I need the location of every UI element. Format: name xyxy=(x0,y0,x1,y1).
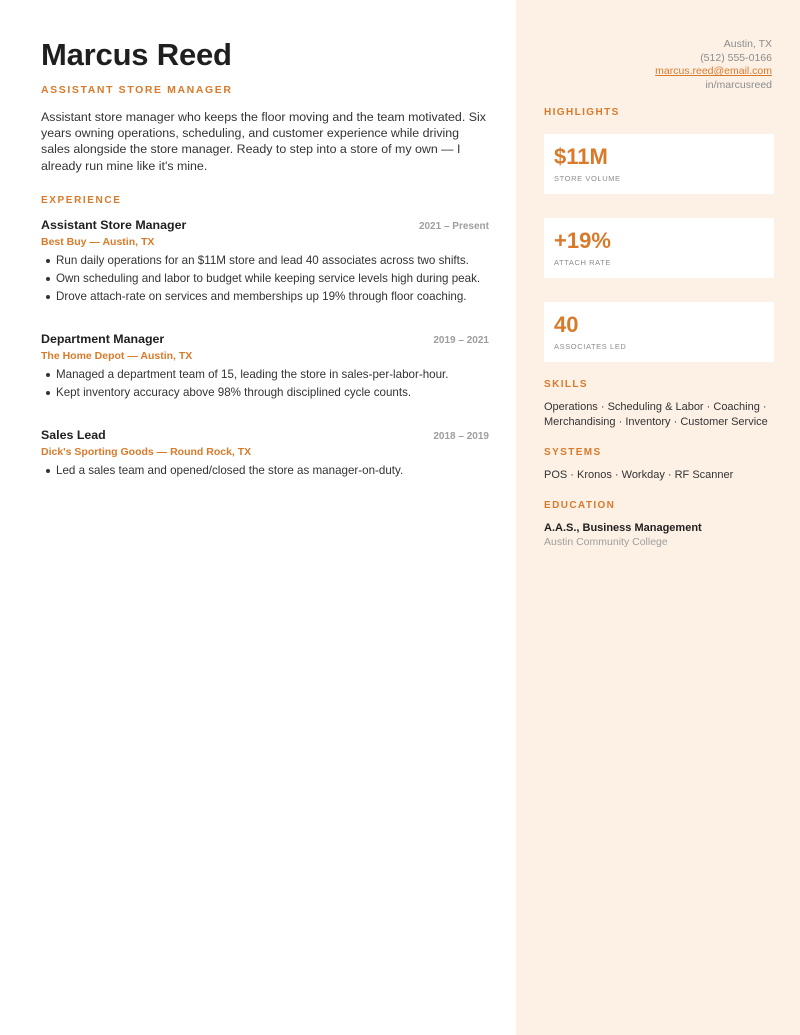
stat-card xyxy=(544,302,774,362)
summary-paragraph: Assistant store manager who keeps the floor moving and the team motivated. Six years owning operations, scheduling, and customer experience while driving sales alongside the store manager. Ready to step into a store of my own — I already run mine like it's mine. xyxy=(41,110,486,173)
stat-value: $11M xyxy=(554,144,608,169)
job-bullets xyxy=(41,252,489,306)
job-bullets xyxy=(41,462,489,480)
candidate-name: Marcus Reed xyxy=(41,37,232,72)
job-company: Dick's Sporting Goods — Round Rock, TX xyxy=(41,445,252,458)
bullet-item: Led a sales team and opened/closed the store as manager-on-duty. xyxy=(41,462,489,480)
job-title: Assistant Store Manager xyxy=(41,217,187,232)
education-degree: A.A.S., Business Management xyxy=(544,522,702,534)
contact-phone: (512) 555-0166 xyxy=(700,51,772,64)
candidate-role: ASSISTANT STORE MANAGER xyxy=(41,84,233,96)
job-bullets xyxy=(41,366,489,402)
systems-heading: SYSTEMS xyxy=(544,447,602,458)
stat-card xyxy=(544,218,774,278)
main-column xyxy=(41,36,489,480)
sidebar xyxy=(516,0,800,1035)
job-header xyxy=(41,331,489,348)
job-entry xyxy=(41,217,489,306)
stat-value: +19% xyxy=(554,228,611,253)
sidebar-content xyxy=(544,106,774,549)
job-title: Department Manager xyxy=(41,331,165,346)
stat-label: ATTACH RATE xyxy=(554,258,612,267)
skills-section xyxy=(544,378,774,430)
job-dates: 2019 – 2021 xyxy=(433,334,489,346)
job-entry xyxy=(41,427,489,480)
systems-list: POS · Kronos · Workday · RF Scanner xyxy=(544,469,734,481)
stat-label: ASSOCIATES LED xyxy=(554,342,627,351)
bullet-item: Kept inventory accuracy above 98% through disciplined cycle counts. xyxy=(41,384,489,402)
job-entry xyxy=(41,331,489,402)
job-dates: 2021 – Present xyxy=(418,220,489,232)
systems-section xyxy=(544,446,774,483)
job-header xyxy=(41,217,489,234)
contact-location: Austin, TX xyxy=(723,38,772,50)
bullet-item: Managed a department team of 15, leading the store in sales-per-labor-hour. xyxy=(41,366,489,384)
bullet-item: Run daily operations for an $11M store and lead 40 associates across two shifts. xyxy=(41,252,489,270)
skills-heading: SKILLS xyxy=(544,379,588,390)
stat-card xyxy=(544,134,774,194)
stat-value: 40 xyxy=(554,312,579,337)
job-company: The Home Depot — Austin, TX xyxy=(41,349,193,362)
skills-list: Operations · Scheduling & Labor · Coaching · Merchandising · Inventory · Customer Service xyxy=(544,401,768,428)
education-heading: EDUCATION xyxy=(544,500,616,511)
job-company: Best Buy — Austin, TX xyxy=(41,235,155,248)
education-section xyxy=(544,499,774,549)
bullet-item: Own scheduling and labor to budget while keeping service levels high during peak. xyxy=(41,270,489,288)
contact-linkedin: in/marcusreed xyxy=(705,78,772,91)
job-dates: 2018 – 2019 xyxy=(433,430,489,442)
job-title: Sales Lead xyxy=(41,427,106,442)
experience-heading: EXPERIENCE xyxy=(41,194,122,206)
education-school: Austin Community College xyxy=(544,536,668,548)
contact-block xyxy=(655,38,772,92)
stat-label: STORE VOLUME xyxy=(554,174,621,183)
bullet-item: Drove attach-rate on services and memberships up 19% through floor coaching. xyxy=(41,288,489,306)
job-header xyxy=(41,427,489,444)
highlights-heading: HIGHLIGHTS xyxy=(544,107,620,118)
contact-email-link[interactable]: marcus.reed@email.com xyxy=(655,65,772,77)
